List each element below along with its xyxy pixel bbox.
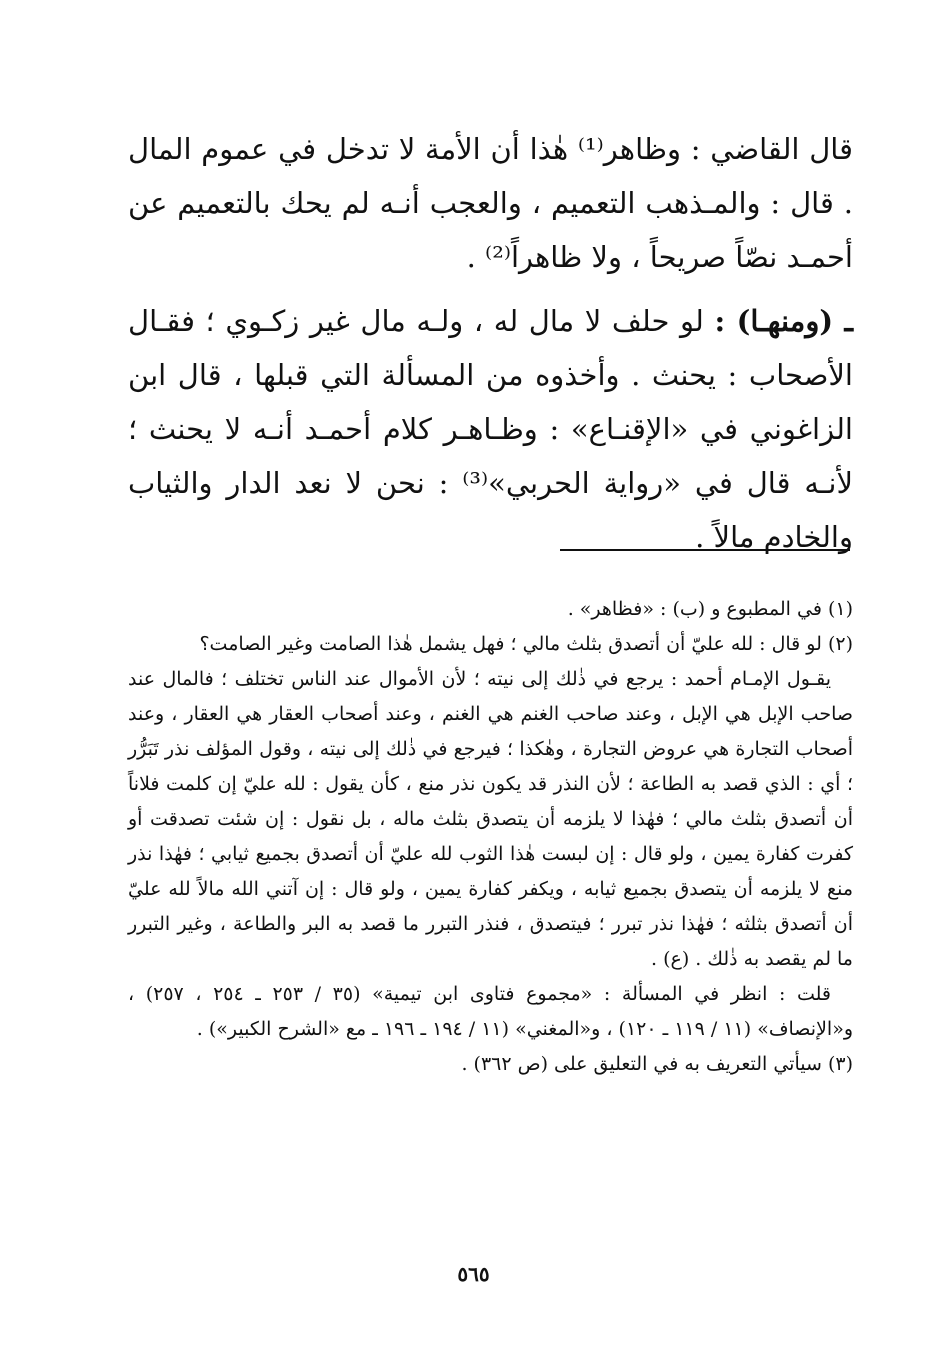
main-text <box>128 122 853 564</box>
footnotes <box>128 592 853 1082</box>
footnote-2: (٢) لو قال : لله عليّ أن أتصدق بثلث مالي ؛ فهل يشمل هٰذا الصامت وغير الصامت؟ <box>199 633 853 655</box>
footnote-1: (١) في المطبوع و (ب) : «فظاهر» . <box>567 598 853 620</box>
paragraph-2-lead: ـ (ومنهـا) : <box>714 304 854 338</box>
footnote-3: (٣) سيأتي التعريف به في التعليق على (ص ٣٦٢) . <box>461 1053 853 1075</box>
footnote-2-references: قلت : انظر في المسألة : «مجموع فتاوى ابن تيمية» (٣٥ / ٢٥٣ ـ ٢٥٤ ، ٢٥٧) ، و«الإنصاف» (١١ / ١١٩ ـ ١٢٠) ، و«المغني» (١١ / ١٩٤ ـ ١٩٦ ـ مع «الشرح الكبير») . <box>128 983 853 1040</box>
footnote-separator <box>560 549 850 551</box>
paragraph-2-body: لو حلف لا مال له ، ولـه مال غير زكـوي ؛ فقـال الأصحاب : يحنث . وأخذوه من المسألة التي قبلها ، قال ابن الزاغوني في «الإقنـاع» : وظـاهـر كلام أحمـد أنـه لا يحنث ؛ لأنـه قال في «رواية الحربي»⁽³⁾ : نحن لا نعد الدار والثياب والخادم مالاً . <box>128 304 854 554</box>
paragraph-2 <box>128 294 853 564</box>
footnote-2-commentary: يقـول الإمـام أحمد : يرجع في ذٰلك إلى نيته ؛ لأن الأموال عند الناس تختلف ؛ فالمال عند صاحب الإبل هي الإبل ، وعند صاحب الغنم هي الغنم ، وعند أصحاب العقار هي العقار ، وعند أصحاب التجارة هي عروض التجارة ، وهٰكذا ؛ فيرجع في ذٰلك إلى نيته ، وقول المؤلف نذر تَبَرُّر ؛ أي : الذي قصد به الطاعة ؛ لأن النذر قد يكون نذر منع ، كأن يقول : لله عليّ إن كلمت فلاناً أن أتصدق بثلث مالي ؛ فهٰذا لا يلزمه أن يتصدق بثلث ماله ، بل نقول : إن شئت تصدقت أو كفرت كفارة يمين ، ولو قال : إن لبست هٰذا الثوب لله عليّ أن أتصدق بجميع ثيابي ؛ فهٰذا نذر منع لا يلزمه أن يتصدق بجميع ثيابه ، ويكفر كفارة يمين ، ولو قال : إن آتني الله مالاً لله عليّ أن أتصدق بثلثه ؛ فهٰذا نذر تبرر ؛ فيتصدق ، فنذر التبرر ما قصد به البر والطاعة ، وغير التبرر ما لم يقصد به ذٰلك . (ع) . <box>128 668 853 970</box>
paragraph-1: قال القاضي : وظاهر⁽¹⁾ هٰذا أن الأمة لا تدخل في عموم المال . قال : والمـذهب التعميم ، والعجب أنـه لم يحك بالتعميم عن أحمـد نصّاً صريحاً ، ولا ظاهراً⁽²⁾ . <box>128 132 853 274</box>
page-number: ٥٦٥ <box>457 1262 490 1286</box>
